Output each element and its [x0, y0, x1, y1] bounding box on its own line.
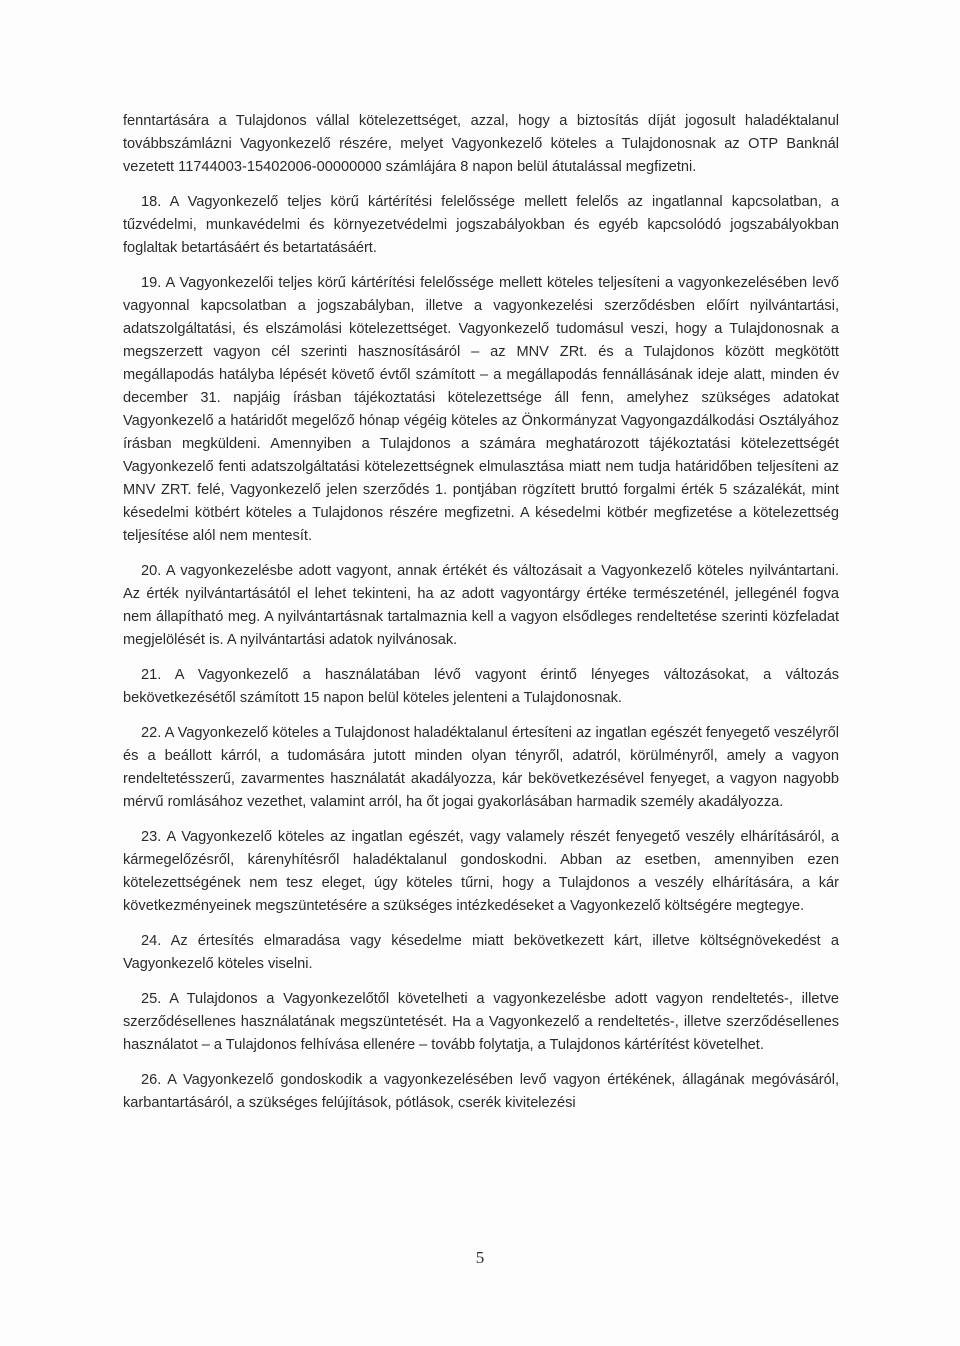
paragraph-20: 20. A vagyonkezelésbe adott vagyont, annak értékét és változásait a Vagyonkezelő köteles nyilvántartani. Az érték nyilvántartásától el lehet tekinteni, ha az adott vagyontárgy értéke természeténél, jellegénél fogva nem állapítható meg. A nyilvántartásnak tartalmaznia kell a vagyon elsődleges rendeltetése szerinti közfeladat megjelölését is. A nyilvántartási adatok nyilvánosak.: [123, 563, 839, 648]
paragraph-25: 25. A Tulajdonos a Vagyonkezelőtől követelheti a vagyonkezelésbe adott vagyon rendeltetés-, illetve szerződésellenes használatának megszüntetését. Ha a Vagyonkezelő a rendeltetés-, illetve szerződésellenes használatot – a Tulajdonos felhívása ellenére – tovább folytatja, a Tulajdonos kártérítést követelhet.: [123, 991, 839, 1053]
page-number: 5: [475, 1248, 485, 1267]
paragraph-18: 18. A Vagyonkezelő teljes körű kártérítési felelőssége mellett felelős az ingatlannal kapcsolatban, a tűzvédelmi, munkavédelmi és környezetvédelmi jogszabályokban és egyéb kapcsolódó jogszabályokban foglaltak betartásáért és betartatásáért.: [123, 194, 839, 256]
document-body: [123, 110, 839, 1127]
paragraph-24: 24. Az értesítés elmaradása vagy késedelme miatt bekövetkezett kárt, illetve költségnövekedést a Vagyonkezelő köteles viselni.: [123, 933, 839, 972]
paragraph-26: 26. A Vagyonkezelő gondoskodik a vagyonkezelésében levő vagyon értékének, állagának megóvásáról, karbantartásáról, a szükséges felújítások, pótlások, cserék kivitelezési: [123, 1072, 839, 1111]
paragraph-23: 23. A Vagyonkezelő köteles az ingatlan egészét, vagy valamely részét fenyegető veszély elhárításáról, a kármegelőzésről, kárenyhítésről haladéktalanul gondoskodni. Abban az esetben, amennyiben ezen kötelezettségének nem tesz eleget, úgy köteles tűrni, hogy a Tulajdonos a veszély elhárítására, a kár következményeinek megszüntetésére a szükséges intézkedéseket a Vagyonkezelő költségére megtegye.: [123, 829, 839, 914]
paragraph-21: 21. A Vagyonkezelő a használatában lévő vagyont érintő lényeges változásokat, a változás bekövetkezésétől számított 15 napon belül köteles jelenteni a Tulajdonosnak.: [123, 667, 839, 706]
paragraph-continuation: fenntartására a Tulajdonos vállal kötelezettséget, azzal, hogy a biztosítás díját jogosult haladéktalanul továbbszámlázni Vagyonkezelő részére, melyet Vagyonkezelő köteles a Tulajdonosnak az OTP Banknál vezetett 11744003-15402006-00000000 számlájára 8 napon belül átutalással megfizetni.: [123, 113, 839, 175]
paragraph-19: 19. A Vagyonkezelői teljes körű kártérítési felelőssége mellett köteles teljesíteni a vagyonkezelésében levő vagyonnal kapcsolatban a jogszabályban, illetve a vagyonkezelési szerződésben előírt nyilvántartási, adatszolgáltatási, és elszámolási kötelezettséget. Vagyonkezelő tudomásul veszi, hogy a Tulajdonosnak a megszerzett vagyon cél szerinti hasznosításáról – az MNV ZRt. és a Tulajdonos között megkötött megállapodás hatályba lépését követő évtől számított – a megállapodás fennállásának ideje alatt, minden év december 31. napjáig írásban tájékoztatási kötelezettsége áll fenn, amelyhez szükséges adatokat Vagyonkezelő a határidőt megelőző hónap végéig köteles az Önkormányzat Vagyongazdálkodási Osztályához írásban megküldeni. Amennyiben a Tulajdonos a számára meghatározott tájékoztatási kötelezettségét Vagyonkezelő fenti adatszolgáltatási kötelezettségnek elmulasztása miatt nem tudja határidőben teljesíteni az MNV ZRT. felé, Vagyonkezelő jelen szerződés 1. pontjában rögzített bruttó forgalmi érték 5 százalékát, mint késedelmi kötbért köteles a Tulajdonos részére megfizetni. A késedelmi kötbér megfizetése a kötelezettség teljesítése alól nem mentesít.: [123, 275, 839, 544]
paragraph-22: 22. A Vagyonkezelő köteles a Tulajdonost haladéktalanul értesíteni az ingatlan egészét fenyegető veszélyről és a beállott kárról, a tudomására jutott minden olyan tényről, adatról, körülményről, amely a vagyon rendeltetésszerű, zavarmentes használatát akadályozza, kár bekövetkezésével fenyeget, a vagyon nagyobb mérvű romlásához vezethet, valamint arról, ha őt jogai gyakorlásában harmadik személy akadályozza.: [123, 725, 839, 810]
